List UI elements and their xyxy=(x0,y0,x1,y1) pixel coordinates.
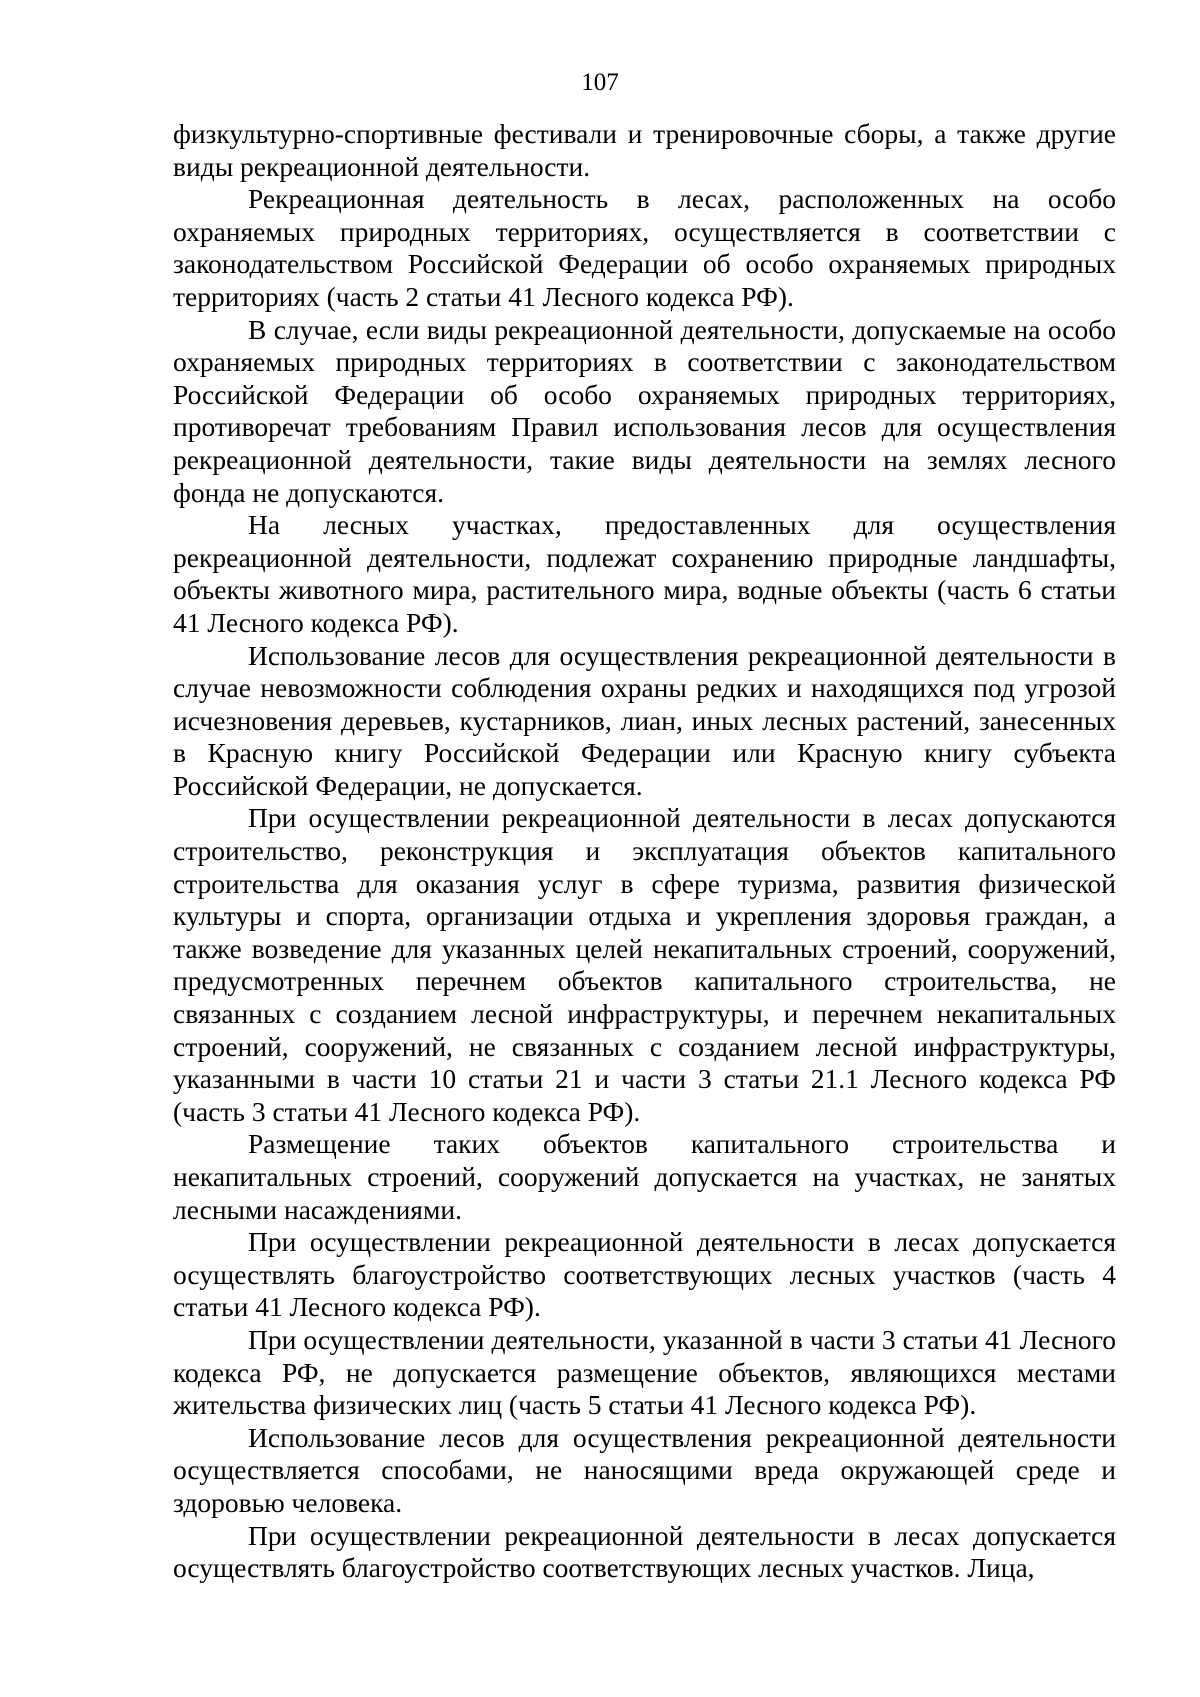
paragraph-landscaping: При осуществлении рекреационной деятельности в лесах допускается осуществлять благоустройство соответствующих лесных участков (часть 4 статьи 41 Лесного кодекса РФ). xyxy=(173,1226,1116,1323)
paragraph-conflicting-activities: В случае, если виды рекреационной деятельности, допускаемые на особо охраняемых природных территориях в соответствии с законодательством Российской Федерации об особо охраняемых природных территориях, противоречат требованиям Правил использования лесов для осуществления рекреационной деятельности, такие виды деятельности на землях лесного фонда не допускаются. xyxy=(173,313,1116,508)
paragraph-no-residences: При осуществлении деятельности, указанной в части 3 статьи 41 Лесного кодекса РФ, не допускается размещение объектов, являющихся местами жительства физических лиц (часть 5 статьи 41 Лесного кодекса РФ). xyxy=(173,1323,1116,1421)
paragraph-continued: физкультурно-спортивные фестивали и тренировочные сборы, а также другие виды рекреационной деятельности. xyxy=(173,118,1116,182)
paragraph-landscaping-persons: При осуществлении рекреационной деятельности в лесах допускается осуществлять благоустройство соответствующих лесных участков. Лица, xyxy=(173,1519,1116,1584)
paragraph-red-book-restriction: Использование лесов для осуществления рекреационной деятельности в случае невозможности соблюдения охраны редких и находящихся под угрозой исчезновения деревьев, кустарников, лиан, иных лесных растений, занесенных в Красную книгу Российской Федерации или Красную книгу субъекта Российской Федерации, не допускается. xyxy=(173,639,1116,801)
paragraph-harmless-methods: Использование лесов для осуществления рекреационной деятельности осуществляется способами, не наносящими вреда окружающей среде и здоровью человека. xyxy=(173,1421,1116,1518)
paragraph-placement-of-objects: Размещение таких объектов капитального строительства и некапитальных строений, сооружений допускается на участках, не занятых лесными насаждениями. xyxy=(173,1128,1116,1225)
paragraph-landscape-preservation: На лесных участках, предоставленных для осуществления рекреационной деятельности, подлежат сохранению природные ландшафты, объекты животного мира, растительного мира, водные объекты (часть 6 статьи 41 Лесного кодекса РФ). xyxy=(173,509,1116,638)
page-number: 107 xyxy=(581,69,619,96)
body-text xyxy=(173,118,1116,1585)
paragraph-construction-allowed: При осуществлении рекреационной деятельности в лесах допускаются строительство, реконструкция и эксплуатация объектов капитального строительства для оказания услуг в сфере туризма, развития физической культуры и спорта, организации отдыха и укрепления здоровья граждан, а также возведение для указанных целей некапитальных строений, сооружений, предусмотренных перечнем объектов капитального строительства, не связанных с созданием лесной инфраструктуры, и перечнем некапитальных строений, сооружений, не связанных с созданием лесной инфраструктуры, указанными в части 10 статьи 21 и части 3 статьи 21.1 Лесного кодекса РФ (часть 3 статьи 41 Лесного кодекса РФ). xyxy=(173,802,1116,1127)
paragraph-recreation-protected-areas: Рекреационная деятельность в лесах, расположенных на особо охраняемых природных территориях, осуществляется в соответствии с законодательством Российской Федерации об особо охраняемых природных территориях (часть 2 статьи 41 Лесного кодекса РФ). xyxy=(173,183,1116,312)
